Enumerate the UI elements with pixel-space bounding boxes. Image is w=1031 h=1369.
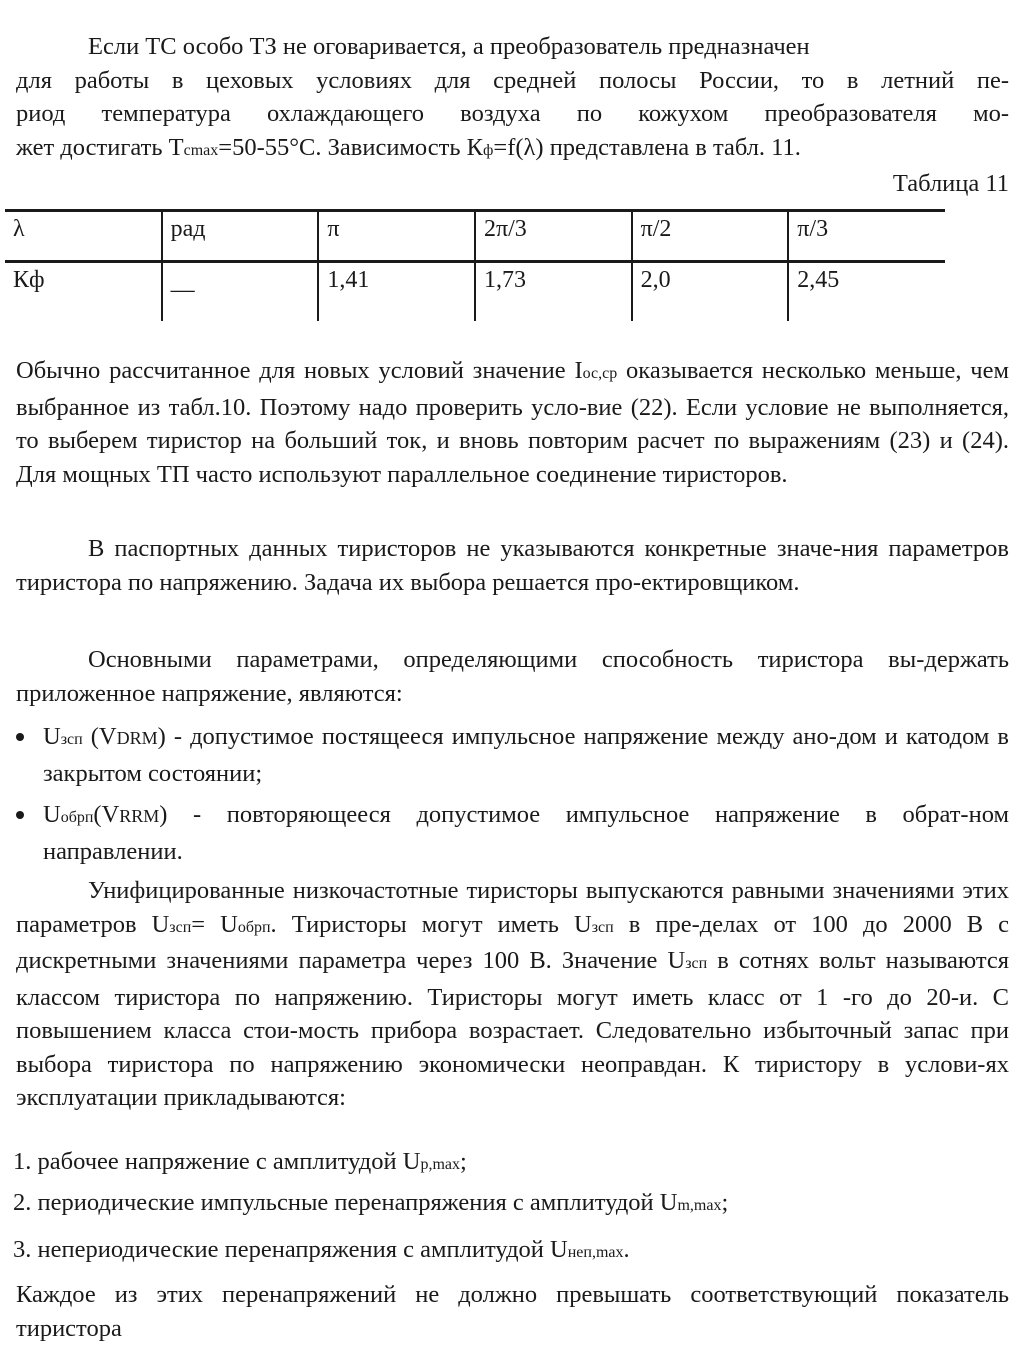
table-row-kphi xyxy=(5,262,945,322)
table-cell: 1,73 xyxy=(475,262,632,322)
table-row-lambda xyxy=(5,211,945,262)
i-oc-cp-subscript: ос,ср xyxy=(582,365,618,382)
table-cell: λ xyxy=(5,211,162,262)
table-cell: рад xyxy=(162,211,319,262)
paragraph-main-parameters: Основными параметрами, определяющими способность тиристора вы-держать приложенное напряжение, являются: xyxy=(16,646,1009,707)
list-item-working-voltage: 1. рабочее напряжение с амплитудой Uр,max; xyxy=(13,1148,467,1175)
paragraph-passport-data: В паспортных данных тиристоров не указываются конкретные значе-ния параметров тиристора по напряжению. Задача их выбора решается про-ектировщиком. xyxy=(16,535,1009,596)
table-cell: 2,45 xyxy=(788,262,945,322)
intro-line-3: риод температура охлаждающего воздуха по кожухом преобразователя мо- xyxy=(16,100,1009,127)
table-cell: 2π/3 xyxy=(475,211,632,262)
table-cell: 2,0 xyxy=(632,262,789,322)
bullet-dot xyxy=(16,733,24,741)
table-cell: Кф xyxy=(5,262,162,322)
intro-line-4: жет достигать Тcmax=50-55°С. Зависимость Кф=f(λ) представлена в табл. 11. xyxy=(16,133,801,161)
table-cell: — xyxy=(162,262,319,322)
list-item-nonperiodic-overvoltage: 3. непериодические перенапряжения с амплитудой Uнеп,max. xyxy=(13,1236,630,1263)
t-cmax-subscript: cmax xyxy=(183,141,219,159)
table-cell: π xyxy=(318,211,475,262)
table-cell: π/3 xyxy=(788,211,945,262)
bullet-dot xyxy=(16,811,24,819)
paragraph-intro xyxy=(16,30,1009,167)
intro-line-1: Если ТС особо ТЗ не оговаривается, а преобразователь предназначен xyxy=(88,33,810,60)
bullet-item-uzsp: Uзсп (VDRM) - допустимое постящееся импульсное напряжение между ано-дом и катодом в закрытом состоянии; xyxy=(16,720,1009,790)
table-cell: 1,41 xyxy=(318,262,475,322)
bullet-item-uobrp: Uобрп(VRRM) - повторяющееся допустимое импульсное напряжение в обрат-ном направлении. xyxy=(16,798,1009,868)
list-item-periodic-overvoltage: 2. периодические импульсные перенапряжения с амплитудой Um,max; xyxy=(13,1189,729,1216)
table-caption: Таблица 11 xyxy=(892,170,1009,197)
table-11 xyxy=(5,209,945,321)
paragraph-current-check: Обычно рассчитанное для новых условий значение Iос,ср оказывается несколько меньше, чем выбранное из табл.10. Поэтому надо проверить усло-вие (22). Если условие не выполняется, то выберем тиристор на больший ток, и вновь повторим расчет по выражениям (23) и (24). Для мощных ТП часто используют параллельное соединение тиристоров. xyxy=(16,357,1009,488)
paragraph-conclusion: Каждое из этих перенапряжений не должно превышать соответствующий показатель тиристора xyxy=(16,1281,1009,1342)
paragraph-unified-thyristors: Унифицированные низкочастотные тиристоры выпускаются равными значениями этих параметров Uзсп= Uобрп. Тиристоры могут иметь Uзсп в пре-делах от 100 до 2000 В с дискретными значениями параметра через 100 В. Значение Uзсп в сотнях вольт называются классом тиристора по напряжению. Тиристоры могут иметь класс от 1 -го до 20-и. С повышением класса стои-мость прибора возрастает. Следовательно избыточный запас при выбора тиристора по напряжению экономически неоправдан. К тиристору в услови-ях эксплуатации прикладываются: xyxy=(16,877,1010,1111)
intro-line-2: для работы в цеховых условиях для средней полосы России, то в летний пе- xyxy=(16,66,1009,94)
table-cell: π/2 xyxy=(632,211,789,262)
k-phi-subscript: ф xyxy=(483,141,494,159)
